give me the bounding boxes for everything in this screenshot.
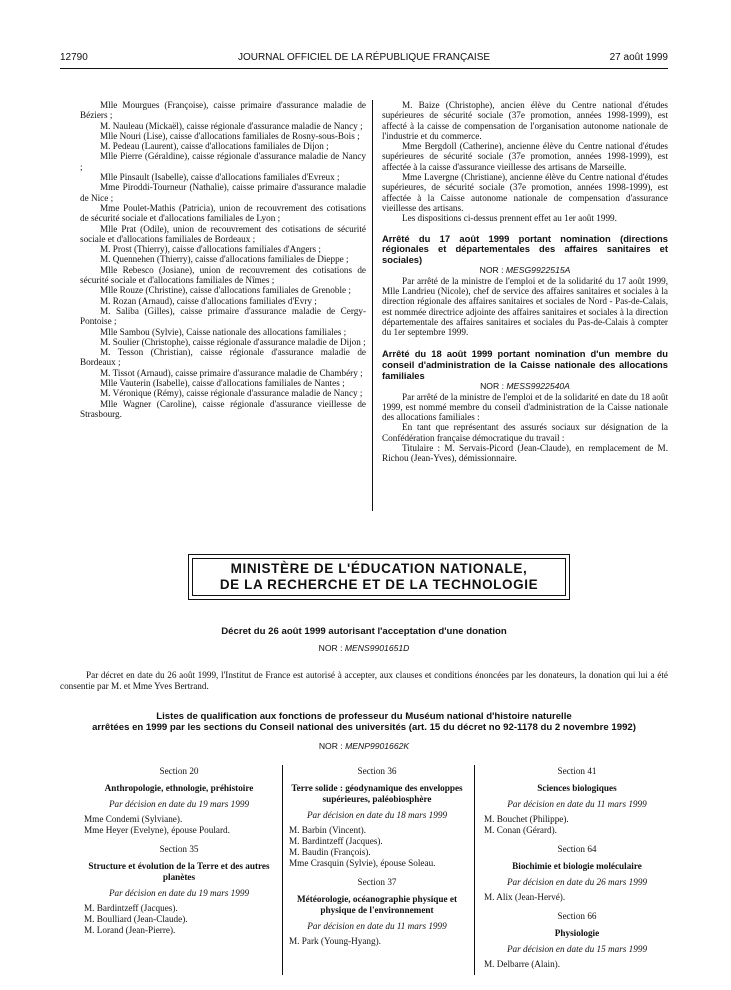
qualification-column-3	[484, 766, 670, 970]
ministry-line-1: MINISTÈRE DE L'ÉDUCATION NATIONALE,	[230, 561, 528, 576]
section-gap	[84, 836, 274, 844]
section-heading: Section 20	[159, 766, 199, 776]
appointment-entry: Mlle Prat (Odile), union de recouvrement des cotisations de sécurité sociale et d'allocations familiales de Bordeaux ;	[80, 223, 366, 244]
decision-date: Par décision en date du 26 mars 1999	[506, 877, 648, 887]
listes-nor: NOR : MENP9901662K	[318, 741, 410, 751]
ministry-line-2: DE LA RECHERCHE ET DE LA TECHNOLOGIE	[219, 577, 539, 592]
appointment-entry: Mlle Vauterin (Isabelle), caisse d'allocations familiales de Nantes ;	[100, 378, 345, 389]
qualification-divider-1	[282, 765, 283, 975]
appointment-entry: M. Véronique (Rémy), caisse régionale d'assurance maladie de Nancy ;	[100, 388, 363, 399]
listes-title-1: Listes de qualification aux fonctions de professeur du Muséum national d'histoire naturelle	[156, 711, 572, 722]
discipline-title: Terre solide : géodynamique des enveloppes supérieures, paléobiosphère	[291, 783, 463, 804]
appointment-entry: Mlle Pierre (Géraldine), caisse régionale d'assurance maladie de Nancy ;	[80, 151, 366, 172]
decision-date: Par décision en date du 19 mars 1999	[108, 799, 250, 809]
appointment-entry: Mlle Rouze (Christine), caisse d'allocations familiales de Grenoble ;	[100, 285, 351, 296]
appointment-entry: M. Tesson (Christian), caisse régionale d'assurance maladie de Bordeaux ;	[80, 347, 366, 368]
decret-nor-code: MENS9901651D	[344, 643, 410, 653]
appointment-entry: Mlle Mourgues (Françoise), caisse primaire d'assurance maladie de Béziers ;	[80, 100, 366, 121]
qualified-name: M. Boulliard (Jean-Claude).	[84, 914, 188, 924]
column-divider	[372, 100, 373, 511]
appointment-entry: M. Quennehen (Thierry), caisse d'allocations familiales de Dieppe ;	[100, 254, 349, 265]
appointment-entry: M. Tissot (Arnaud), caisse primaire d'assurance maladie de Chambéry ;	[100, 367, 363, 378]
arrete-2-nor: NOR : MESS9922540A	[480, 381, 570, 392]
page-number: 12790	[60, 52, 88, 63]
appointment-entry: M. Prost (Thierry), caisse d'allocations familiales d'Angers ;	[100, 244, 321, 255]
qualified-name: M. Barbin (Vincent).	[289, 825, 367, 835]
header-rule	[60, 68, 668, 69]
section-gap	[484, 836, 670, 844]
assignment-paragraph: M. Baize (Christophe), ancien élève du Centre national d'études supérieures de sécurité sociale (37e promotion, années 1998-1999), est affecté à la caisse de compensation de l'organisation autonome nationale de l'industrie et du commerce.	[382, 100, 668, 141]
qualified-name: M. Bouchet (Philippe).	[484, 814, 569, 824]
listes-nor-code: MENP9901662K	[345, 741, 410, 751]
decret-nor: NOR : MENS9901651D	[318, 643, 410, 653]
journal-title: JOURNAL OFFICIEL DE LA RÉPUBLIQUE FRANÇAISE	[237, 52, 491, 63]
appointment-entry: Mme Piroddi-Tourneur (Nathalie), caisse primaire d'assurance maladie de Nice ;	[80, 182, 366, 203]
qualification-column-2	[289, 766, 465, 947]
section-heading: Section 35	[159, 844, 199, 854]
appointment-entry: M. Pedeau (Laurent), caisse d'allocations familiales de Dijon ;	[100, 141, 329, 152]
arrete-1-nor: NOR : MESG9922515A	[479, 265, 571, 276]
decret-title: Décret du 26 août 1999 autorisant l'acceptation d'une donation	[221, 626, 507, 637]
discipline-title: Anthropologie, ethnologie, préhistoire	[104, 783, 254, 793]
left-column	[80, 100, 366, 419]
discipline-title: Physiologie	[554, 928, 600, 938]
qualified-name: M. Baudin (François).	[289, 847, 371, 857]
assignment-paragraph: Mme Lavergne (Christiane), ancienne élève du Centre national d'études supérieures, de sécurité sociale (37e promotion, années 1998-1999), est affectée à la Caisse autonome nationale de compensation d'assurance vieillesse des artisans.	[382, 172, 668, 213]
assignment-paragraph: Mme Bergdoll (Catherine), ancienne élève du Centre national d'études supérieures de sécurité sociale (37e promotion, années 1998-1999), est affectée à la caisse d'assurance vieillesse des artisans de Marseille.	[382, 141, 668, 172]
discipline-title: Biochimie et biologie moléculaire	[512, 861, 642, 871]
appointment-entry: Mlle Pinsault (Isabelle), caisse d'allocations familiales d'Evreux ;	[100, 172, 340, 183]
qualified-name: M. Alix (Jean-Hervé).	[484, 892, 566, 902]
qualified-name: M. Delbarre (Alain).	[484, 959, 561, 969]
decision-date: Par décision en date du 19 mars 1999	[108, 888, 250, 898]
decision-date: Par décision en date du 11 mars 1999	[307, 921, 447, 931]
right-column	[382, 100, 668, 464]
section-gap	[484, 903, 670, 911]
qualified-name: M. Conan (Gérard).	[484, 825, 557, 835]
discipline-title: Météorologie, océanographie physique et physique de l'environnement	[296, 894, 458, 915]
qualified-name: Mme Crasquin (Sylvie), épouse Soleau.	[289, 858, 436, 868]
arrete-2-title: Arrêté du 18 août 1999 portant nomination d'un membre du conseil d'administration de la Caisse nationale des allocations familiales	[382, 348, 668, 381]
arrete-2-body-2: En tant que représentant des assurés sociaux sur désignation de la Confédération française démocratique du travail :	[382, 422, 668, 443]
section-gap	[289, 869, 465, 877]
qualification-column-1	[84, 766, 274, 936]
ministry-box	[188, 554, 570, 600]
qualified-name: M. Bardintzeff (Jacques).	[289, 836, 383, 846]
appointment-entry: Mlle Wagner (Caroline), caisse régionale d'assurance vieillesse de Strasbourg.	[80, 398, 366, 419]
appointment-entry: M. Nauleau (Mickaël), caisse régionale d'assurance maladie de Nancy ;	[100, 120, 363, 131]
appointment-entry: M. Rozan (Arnaud), caisse d'allocations familiales d'Evry ;	[100, 295, 317, 306]
section-heading: Section 41	[557, 766, 597, 776]
right-intro	[382, 100, 668, 224]
appointment-entry: Mlle Rebesco (Josiane), union de recouvrement des cotisations de sécurité sociale et d'allocations familiales de Nîmes ;	[80, 264, 366, 286]
assignment-paragraph: Les dispositions ci-dessus prennent effet au 1er août 1999.	[402, 213, 617, 224]
appointment-entry: Mme Poulet-Mathis (Patricia), union de recouvrement des cotisations de sécurité sociale et d'allocations familiales de Lyon ;	[80, 202, 366, 224]
arrete-1-title: Arrêté du 17 août 1999 portant nomination (directions régionales et départementales des affaires sanitaires et sociales)	[382, 232, 668, 265]
arrete-1-body: Par arrêté de la ministre de l'emploi et de la solidarité du 17 août 1999, Mlle Landrieu (Nicole), chef de service des affaires sanitaires et sociales à la direction régionale des affaires sanitaires et sociales de Nord - Pas-de-Calais, est nommée directrice adjointe des affaires sanitaires et sociales à la direction départementale des affaires sanitaires et sociales du Pas-de-Calais à compter du 1er septembre 1999.	[382, 275, 668, 338]
decret-body: Par décret en date du 26 août 1999, l'Institut de France est autorisé à accepter, aux clauses et conditions énoncées par les donateurs, la donation qui lui a été consentie par M. et Mme Yves Bertrand.	[60, 670, 668, 691]
appointment-entry: Mlle Nouri (Lise), caisse d'allocations familiales de Rosny-sous-Bois ;	[100, 130, 360, 141]
qualified-name: Mme Condemi (Sylviane).	[84, 814, 183, 824]
arrete-1-nor-code: MESG9922515A	[505, 265, 571, 276]
section-heading: Section 37	[357, 877, 397, 887]
qualified-name: M. Lorand (Jean-Pierre).	[84, 925, 176, 935]
section-heading: Section 36	[357, 766, 397, 776]
discipline-title: Structure et évolution de la Terre et des autres planètes	[88, 861, 270, 882]
page-header	[60, 52, 668, 68]
appointment-entry: Mlle Sambou (Sylvie), Caisse nationale des allocations familiales ;	[100, 326, 347, 337]
decision-date: Par décision en date du 18 mars 1999	[306, 810, 448, 820]
decision-date: Par décision en date du 15 mars 1999	[506, 944, 648, 954]
discipline-title: Sciences biologiques	[537, 783, 617, 793]
arrete-2-body-1: Par arrêté de la ministre de l'emploi et de la solidarité en date du 18 août 1999, est nommé membre du conseil d'administration de la Caisse nationale des allocations familiales :	[382, 391, 668, 423]
arrete-2-nor-code: MESS9922540A	[506, 381, 570, 392]
section-heading: Section 64	[557, 844, 597, 854]
qualification-divider-2	[474, 765, 475, 975]
listes-title-2: arrêtées en 1999 par les sections du Conseil national des universités (art. 15 du décret no 92-1178 du 2 novembre 1992)	[92, 722, 636, 733]
decision-date: Par décision en date du 11 mars 1999	[507, 799, 647, 809]
ministry-box-inner	[192, 558, 566, 596]
arrete-2-body-3: Titulaire : M. Servais-Picord (Jean-Claude), en remplacement de M. Richou (Jean-Yves), démissionnaire.	[382, 442, 668, 464]
appointment-entry: M. Saliba (Gilles), caisse primaire d'assurance maladie de Cergy-Pontoise ;	[80, 305, 366, 327]
qualified-name: M. Park (Young-Hyang).	[289, 936, 381, 946]
qualified-name: M. Bardintzeff (Jacques).	[84, 903, 178, 913]
appointment-entry: M. Soulier (Christophe), caisse régionale d'assurance maladie de Dijon ;	[100, 336, 366, 347]
qualified-name: Mme Heyer (Evelyne), épouse Poulard.	[84, 825, 230, 835]
section-heading: Section 66	[557, 911, 597, 921]
issue-date: 27 août 1999	[609, 52, 668, 63]
